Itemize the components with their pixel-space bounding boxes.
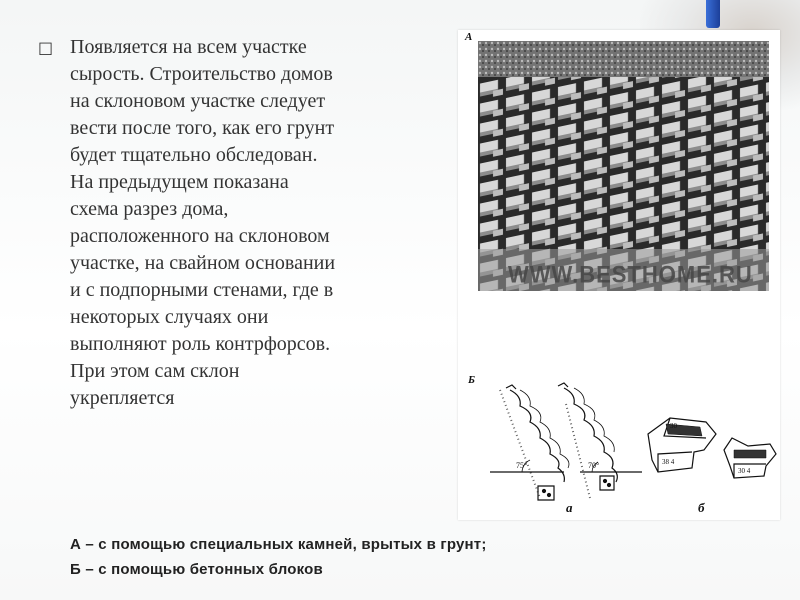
concrete-blocks-drawing <box>480 380 778 518</box>
figure-panel <box>458 30 780 520</box>
body-line: на склоновом участке следует <box>70 90 326 112</box>
body-line: выполняют роль контрфорсов. <box>70 333 331 355</box>
block-dim-1: 30 <box>670 422 677 430</box>
body-line: укрепляется <box>70 387 175 409</box>
slope-stones-photo <box>478 41 769 291</box>
body-line: расположенного на склоновом <box>70 225 330 247</box>
slide-body <box>38 34 438 412</box>
angle-label-1: 75° <box>516 461 528 470</box>
pen-decoration <box>706 0 720 28</box>
body-line: На предыдущем показана <box>70 171 289 193</box>
concrete-block-2 <box>724 438 776 478</box>
body-line: некоторых случаях они <box>70 306 269 328</box>
figure-caption <box>70 532 487 582</box>
body-line: сырость. Строительство домов <box>70 63 333 85</box>
subfigure-label-b: б <box>698 500 705 515</box>
body-line: вести после того, как его грунт <box>70 117 335 139</box>
watermark-text: WWW.BESTHOME.RU <box>508 260 753 289</box>
slope-section-2 <box>558 383 642 498</box>
body-line: Появляется на всем участке <box>70 36 307 58</box>
figure-label-a: А <box>465 31 473 43</box>
slope-section-1 <box>490 385 569 500</box>
body-line: схема разрез дома, <box>70 198 229 220</box>
caption-line-b: Б – с помощью бетонных блоков <box>70 561 323 578</box>
body-line: участке, на свайном основании <box>70 252 336 274</box>
subfigure-label-a: а <box>566 500 573 515</box>
body-line: При этом сам склон <box>70 360 240 382</box>
square-bullet-icon: □ <box>38 38 54 57</box>
block-dim-3: 30 4 <box>738 467 751 475</box>
body-line: и с подпорными стенами, где в <box>70 279 334 301</box>
body-line: будет тщательно обследован. <box>70 144 318 166</box>
figure-label-b: Б <box>468 374 475 386</box>
concrete-block-1 <box>648 418 716 472</box>
block-dim-2: 38 4 <box>662 458 675 466</box>
body-paragraph <box>70 34 438 412</box>
angle-label-2: 70° <box>588 461 600 470</box>
caption-line-a: А – с помощью специальных камней, врытых в грунт; <box>70 536 487 553</box>
